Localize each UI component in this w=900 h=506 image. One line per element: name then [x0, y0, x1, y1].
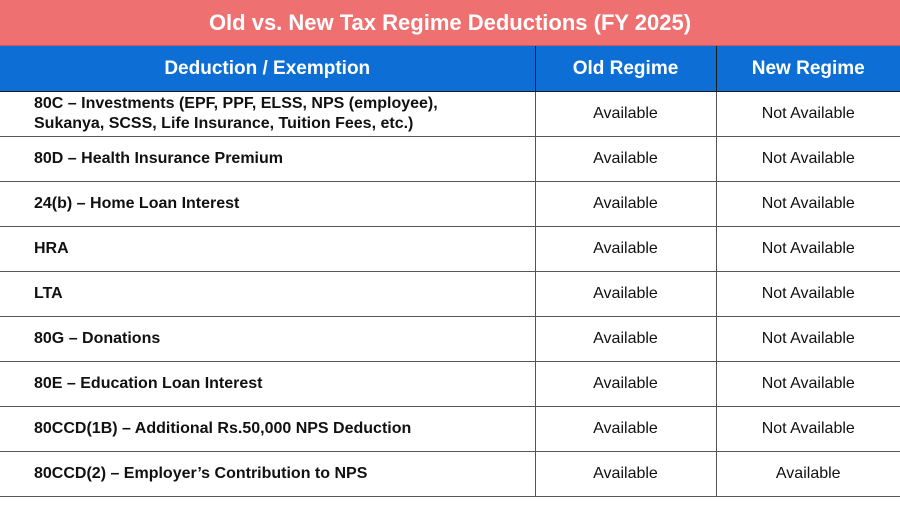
new-regime-cell: Not Available: [716, 272, 900, 317]
deduction-cell: 24(b) – Home Loan Interest: [0, 182, 535, 227]
deduction-cell: 80CCD(2) – Employer’s Contribution to NPS: [0, 452, 535, 497]
table-header-row: [0, 46, 900, 92]
column-header-new-regime: New Regime: [716, 46, 900, 92]
table-row: [0, 272, 900, 317]
new-regime-cell: Not Available: [716, 92, 900, 137]
deduction-cell: 80E – Education Loan Interest: [0, 362, 535, 407]
table-row: [0, 227, 900, 272]
old-regime-cell: Available: [535, 272, 716, 317]
new-regime-cell: Not Available: [716, 227, 900, 272]
deduction-cell: 80G – Donations: [0, 317, 535, 362]
old-regime-cell: Available: [535, 92, 716, 137]
new-regime-cell: Not Available: [716, 362, 900, 407]
new-regime-cell: Not Available: [716, 317, 900, 362]
table-row: [0, 362, 900, 407]
old-regime-cell: Available: [535, 362, 716, 407]
deduction-cell: 80CCD(1B) – Additional Rs.50,000 NPS Deduction: [0, 407, 535, 452]
table-row: [0, 182, 900, 227]
new-regime-cell: Not Available: [716, 182, 900, 227]
page-title: Old vs. New Tax Regime Deductions (FY 2025): [0, 0, 900, 46]
deduction-cell: HRA: [0, 227, 535, 272]
column-header-old-regime: Old Regime: [535, 46, 716, 92]
table-row: [0, 452, 900, 497]
new-regime-cell: Not Available: [716, 137, 900, 182]
deductions-table: [0, 46, 900, 497]
old-regime-cell: Available: [535, 137, 716, 182]
old-regime-cell: Available: [535, 317, 716, 362]
table-row: [0, 137, 900, 182]
old-regime-cell: Available: [535, 407, 716, 452]
old-regime-cell: Available: [535, 182, 716, 227]
old-regime-cell: Available: [535, 452, 716, 497]
deduction-cell: [0, 92, 535, 137]
deduction-line: Sukanya, SCSS, Life Insurance, Tuition Fees, etc.): [34, 115, 414, 132]
new-regime-cell: Available: [716, 452, 900, 497]
new-regime-cell: Not Available: [716, 407, 900, 452]
deduction-line: 80C – Investments (EPF, PPF, ELSS, NPS (employee),: [34, 95, 438, 112]
column-header-deduction: Deduction / Exemption: [0, 46, 535, 92]
deduction-cell: LTA: [0, 272, 535, 317]
table-row: [0, 407, 900, 452]
deduction-cell: 80D – Health Insurance Premium: [0, 137, 535, 182]
table-row: [0, 92, 900, 137]
table-row: [0, 317, 900, 362]
old-regime-cell: Available: [535, 227, 716, 272]
